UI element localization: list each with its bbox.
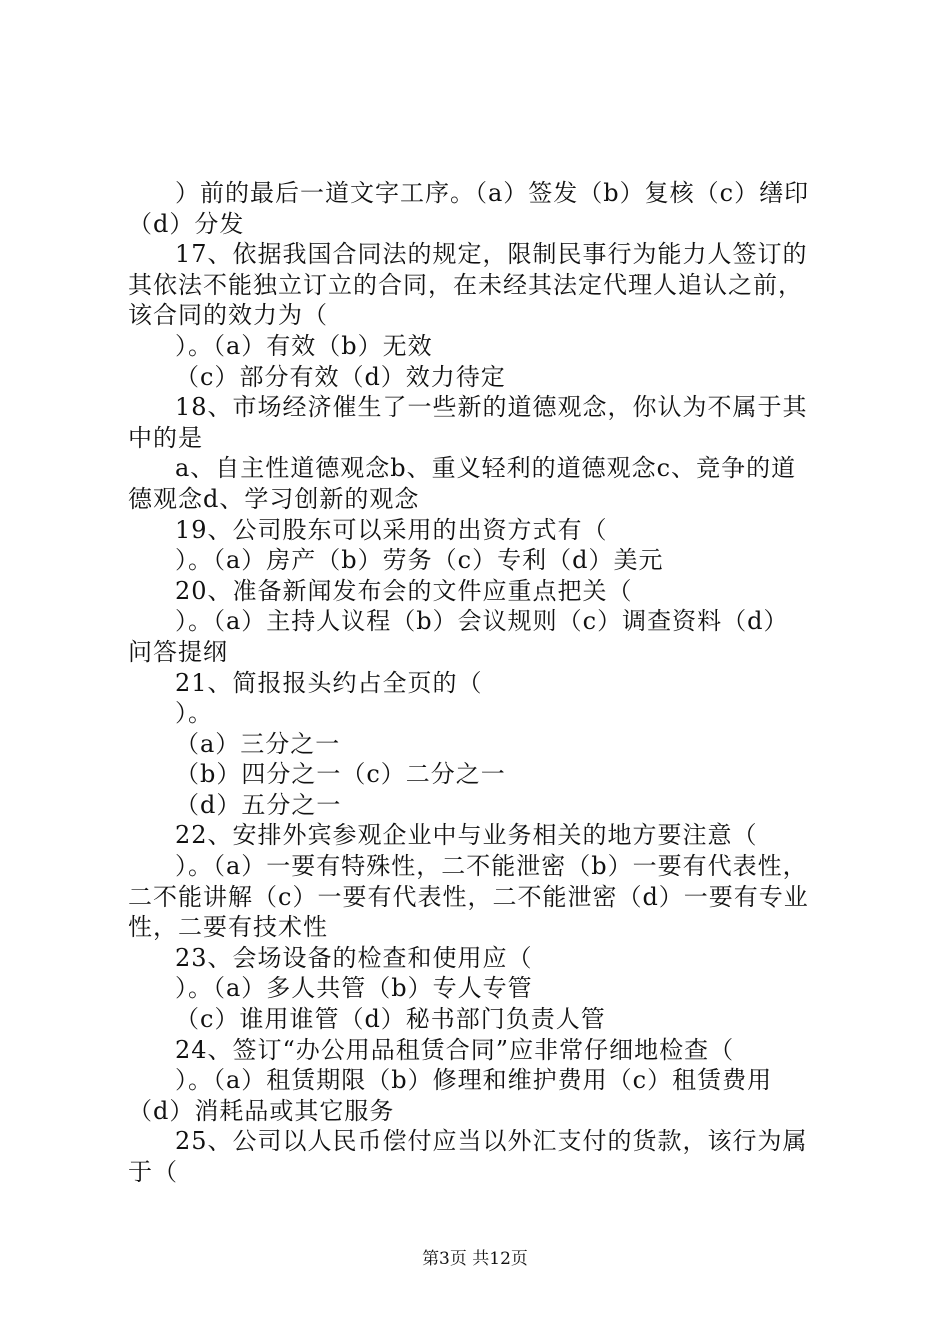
text-line: 其依法不能独立订立的合同，在未经其法定代理人追认之前， — [128, 270, 803, 299]
text-line: （b）四分之一（c）二分之一 — [175, 760, 506, 789]
text-line: 19、公司股东可以采用的出资方式有（ — [175, 515, 608, 544]
text-line: 21、简报报头约占全页的（ — [175, 668, 483, 697]
text-line: 25、公司以人民币偿付应当以外汇支付的货款，该行为属 — [175, 1127, 808, 1156]
text-line: ）。（a）主持人议程（b）会议规则（c）调查资料（d） — [175, 607, 789, 636]
text-line: a、自主性道德观念b、重义轻利的道德观念c、竞争的道 — [175, 454, 797, 483]
document-body — [128, 178, 840, 1188]
text-line: ）前的最后一道文字工序。（a）签发（b）复核（c）缮印 — [175, 179, 810, 207]
text-line: 于（ — [128, 1158, 178, 1186]
text-line: 中的是 — [128, 423, 203, 452]
text-line: （d）消耗品或其它服务 — [128, 1096, 395, 1125]
text-line: 问答提纲 — [128, 637, 228, 666]
text-line: ）。（a）有效（b）无效 — [175, 331, 433, 360]
text-line: ）。（a）租赁期限（b）修理和维护费用（c）租赁费用 — [175, 1066, 773, 1095]
text-line: （c）谁用谁管（d）秘书部门负责人管 — [175, 1005, 606, 1034]
text-line: 德观念d、学习创新的观念 — [128, 484, 420, 513]
text-line: 18、市场经济催生了一些新的道德观念，你认为不属于其 — [175, 393, 808, 422]
text-line: （d）五分之一 — [175, 790, 342, 819]
page-footer: 第3页 共12页 — [422, 1249, 528, 1269]
text-line: （a）三分之一 — [175, 729, 341, 758]
text-line: 20、准备新闻发布会的文件应重点把关（ — [175, 576, 633, 605]
text-line: 性，二要有技术性 — [128, 913, 328, 942]
text-line: （c）部分有效（d）效力待定 — [175, 362, 506, 391]
text-line: 23、会场设备的检查和使用应（ — [175, 943, 533, 972]
text-line: 该合同的效力为（ — [128, 301, 328, 330]
text-line: 24、签订“办公用品租赁合同”应非常仔细地检查（ — [175, 1035, 735, 1064]
text-line: ）。（a）一要有特殊性，二不能泄密（b）一要有代表性， — [175, 852, 808, 881]
text-line: 二不能讲解（c）一要有代表性，二不能泄密（d）一要有专业 — [128, 882, 809, 911]
text-line: ）。 — [175, 699, 213, 728]
text-line: ）。（a）房产（b）劳务（c）专利（d）美元 — [175, 546, 664, 575]
text-line: ）。（a）多人共管（b）专人专管 — [175, 974, 533, 1003]
text-line: 22、安排外宾参观企业中与业务相关的地方要注意（ — [175, 821, 758, 850]
text-line: （d）分发 — [128, 209, 245, 238]
text-line: 17、依据我国合同法的规定，限制民事行为能力人签订的 — [175, 240, 808, 269]
